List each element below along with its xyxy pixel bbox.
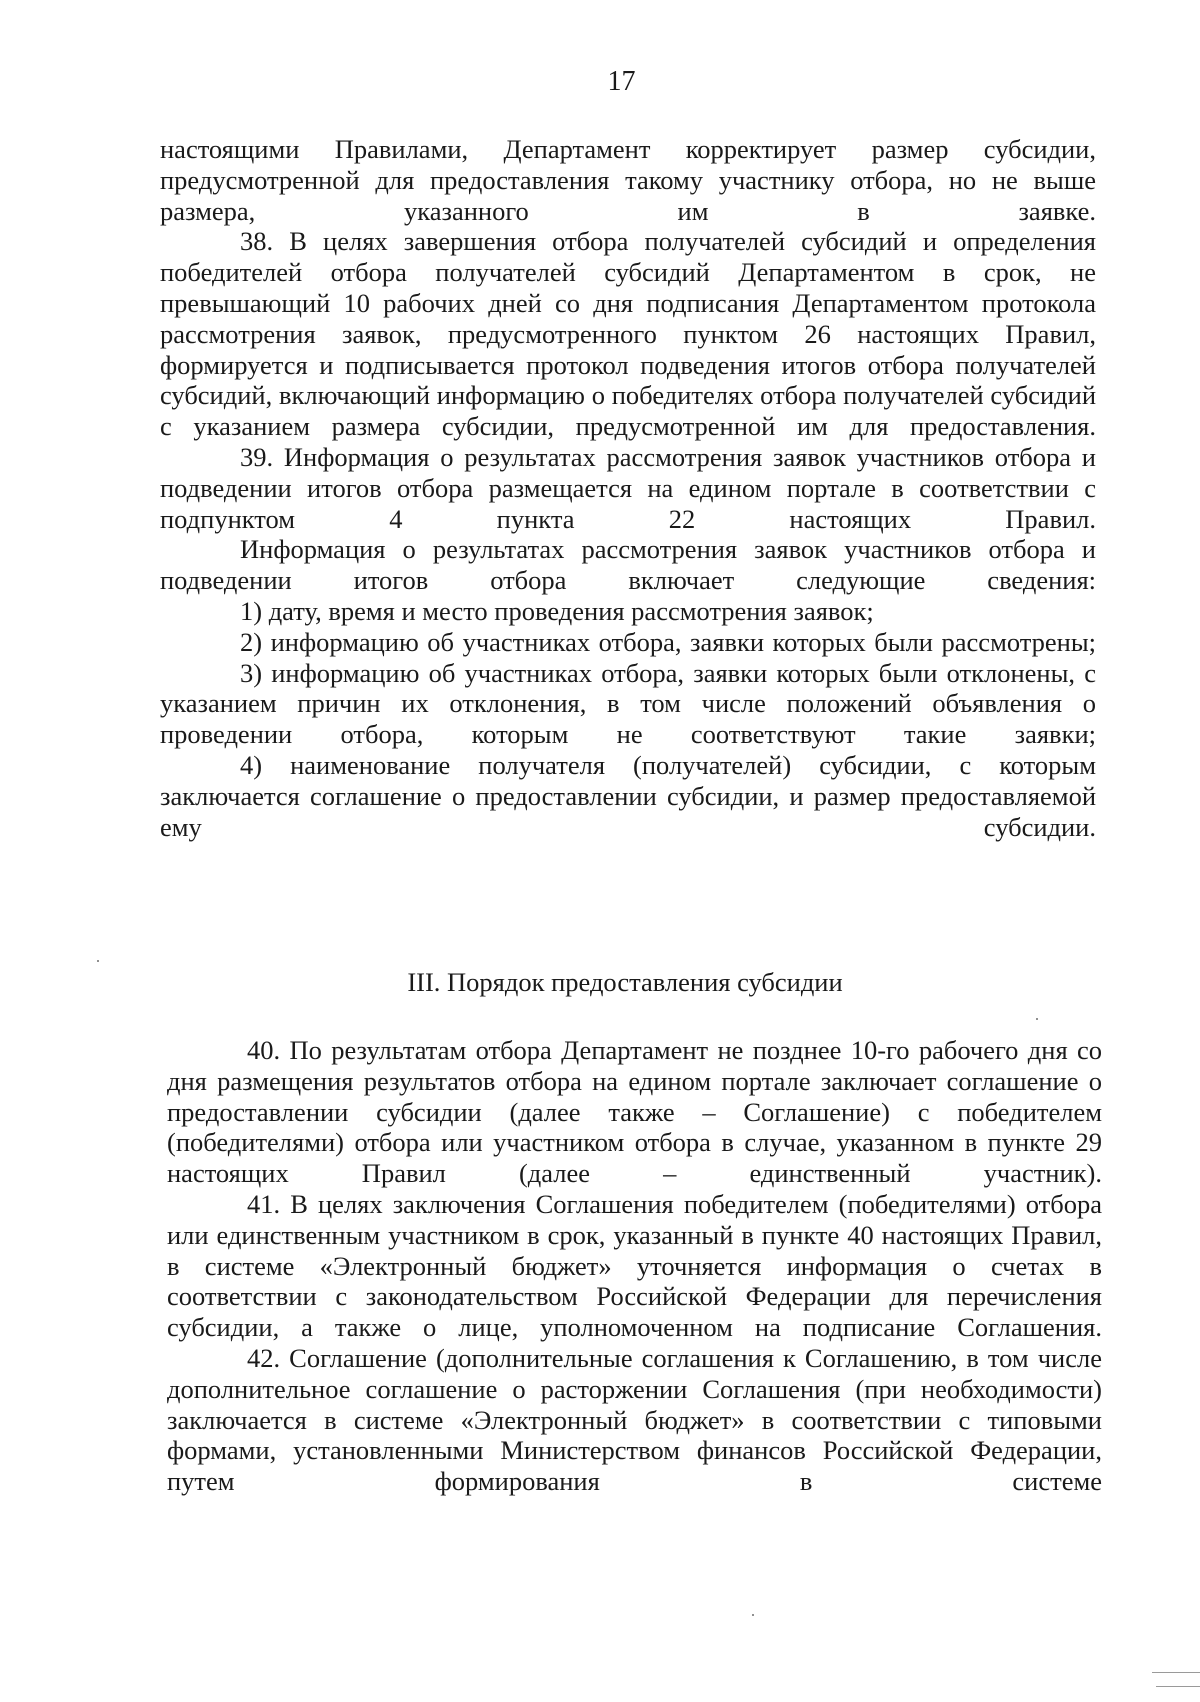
scan-speck [1036,1018,1038,1020]
paragraph-38: 38. В целях завершения отбора получателей субсидий и определения победителей отбора получателей субсидий Департаментом в срок, не превышающий 10 рабочих дней со дня подписания Департаментом протокола рассмотрения заявок, предусмотренного пунктом 26 настоящих Правил, формируется и подписывается протокол подведения итогов отбора получателей субсидий, включающий информацию о победителях отбора получателей субсидий с указанием размера субсидии, предусмотренной им для предоставления. [160,226,1096,442]
scan-edge-mark [1152,1672,1200,1673]
scan-edge-mark [1156,1686,1200,1687]
paragraph-39-details: Информация о результатах рассмотрения заявок участников отбора и подведении итогов отбора включает следующие сведения: [160,534,1096,596]
list-item-2: 2) информацию об участниках отбора, заявки которых были рассмотрены; [240,626,1096,657]
paragraph-39: 39. Информация о результатах рассмотрения заявок участников отбора и подведении итогов отбора размещается на едином портале в соответствии с подпунктом 4 пункта 22 настоящих Правил. [160,441,1096,534]
scan-speck [97,960,99,962]
list-item-4: 4) наименование получателя (получателей) субсидии, с которым заключается соглашение о предоставлении субсидии, и размер предоставляемой ему субсидии. [160,749,1096,842]
paragraph-41: 41. В целях заключения Соглашения победителем (победителями) отбора или единственным участником в срок, указанный в пункте 40 настоящих Правил, в системе «Электронный бюджет» уточняется информация о счетах в соответствии с законодательством Российской Федерации для перечисления субсидии, а также о лице, уполномоченном на подписание Соглашения. [167,1188,1102,1343]
scan-speck [752,1614,754,1616]
document-body-top [160,134,1096,842]
page-number: 17 [607,66,636,97]
paragraph-40: 40. По результатам отбора Департамент не позднее 10-го рабочего дня со дня размещения результатов отбора на едином портале заключает соглашение о предоставлении субсидии (далее также – Соглашение) с победителем (победителями) отбора или участником отбора в случае, указанном в пункте 29 настоящих Правил (далее – единственный участник). [167,1035,1102,1189]
section-heading: III. Порядок предоставления субсидии [407,967,843,997]
document-body-bottom [167,1035,1102,1497]
paragraph-42: 42. Соглашение (дополнительные соглашения к Соглашению, в том числе дополнительное соглашение о расторжении Соглашения (при необходимости) заключается в системе «Электронный бюджет» в соответствии с типовыми формами, установленными Министерством финансов Российской Федерации, путем формирования в системе [167,1342,1102,1497]
paragraph-continuation: настоящими Правилами, Департамент корректирует размер субсидии, предусмотренной для предоставления такому участнику отбора, но не выше размера, указанного им в заявке. [160,134,1096,226]
list-item-3: 3) информацию об участниках отбора, заявки которых были отклонены, с указанием причин их отклонения, в том числе положений объявления о проведении отбора, которым не соответствуют такие заявки; [160,657,1096,750]
list-item-1: 1) дату, время и место проведения рассмотрения заявок; [240,595,874,626]
